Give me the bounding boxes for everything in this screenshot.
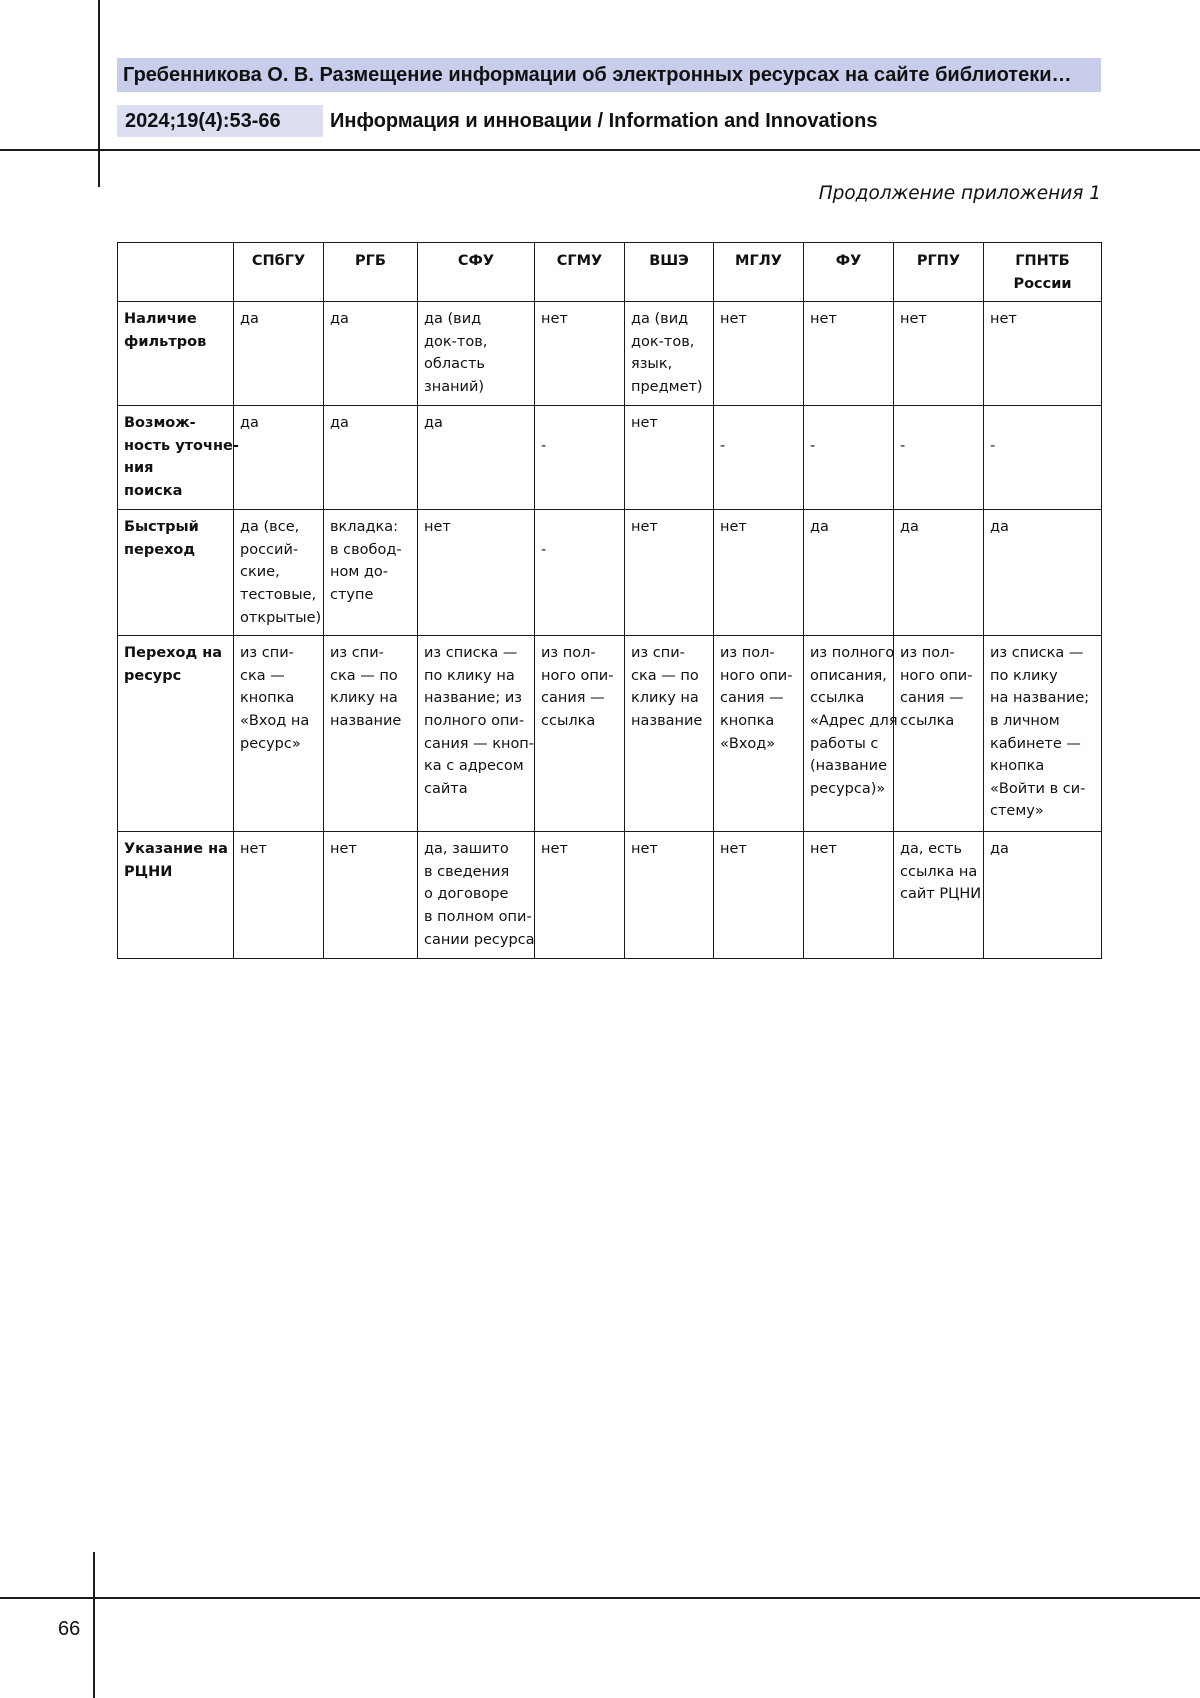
table-row: [118, 510, 1102, 636]
row-header: Указание на РЦНИ: [118, 832, 234, 959]
table-cell: нет: [714, 832, 804, 959]
table-cell: да (вид док-тов, язык, предмет): [625, 302, 714, 406]
column-header: РГПУ: [894, 243, 984, 302]
table-cell: из списка — по клику на название; в личном кабинете — кнопка «Войти в си- стему»: [984, 636, 1102, 832]
table-cell: да: [804, 510, 894, 636]
column-header: МГЛУ: [714, 243, 804, 302]
table-cell: да: [984, 832, 1102, 959]
column-header: СПбГУ: [234, 243, 324, 302]
bottom-left-vertical-rule: [93, 1552, 95, 1698]
table-cell: да, есть ссылка на сайт РЦНИ: [894, 832, 984, 959]
table-body: [118, 302, 1102, 959]
table-cell: нет: [625, 832, 714, 959]
row-header: Переход на ресурс: [118, 636, 234, 832]
table-cell: нет: [804, 832, 894, 959]
table-cell: -: [535, 510, 625, 636]
table-cell: нет: [984, 302, 1102, 406]
table-cell: вкладка: в свобод- ном до- ступе: [324, 510, 418, 636]
table-cell: из спи- ска — по клику на название: [625, 636, 714, 832]
page-number: 66: [58, 1618, 81, 1640]
table-cell: нет: [418, 510, 535, 636]
table-cell: да, зашито в сведения о договоре в полном опи- сании ресурса: [418, 832, 535, 959]
table-cell: -: [894, 406, 984, 510]
table-cell: из спи- ска — по клику на название: [324, 636, 418, 832]
table-cell: -: [714, 406, 804, 510]
table-row: [118, 832, 1102, 959]
row-header: Быстрый переход: [118, 510, 234, 636]
table-row: [118, 406, 1102, 510]
footer-top-rule: [0, 1597, 1200, 1599]
comparison-table: [117, 242, 1102, 959]
issue-citation: 2024;19(4):53-66: [117, 105, 323, 137]
table-cell: нет: [625, 406, 714, 510]
table-cell: из полного описания, ссылка «Адрес для работы с (название ресурса)»: [804, 636, 894, 832]
header-bottom-rule: [0, 149, 1200, 151]
table-cell: нет: [625, 510, 714, 636]
table-cell: нет: [535, 302, 625, 406]
row-header: Наличие фильтров: [118, 302, 234, 406]
table-cell: из пол- ного опи- сания — ссылка: [894, 636, 984, 832]
table-row: [118, 636, 1102, 832]
table-cell: нет: [894, 302, 984, 406]
column-header-corner: [118, 243, 234, 302]
column-header: СФУ: [418, 243, 535, 302]
table-cell: нет: [324, 832, 418, 959]
table-cell: да (все, россий- ские, тестовые, открытые): [234, 510, 324, 636]
table-cell: из спи- ска — кнопка «Вход на ресурс»: [234, 636, 324, 832]
table-cell: -: [535, 406, 625, 510]
table-cell: -: [984, 406, 1102, 510]
column-header: РГБ: [324, 243, 418, 302]
column-header: СГМУ: [535, 243, 625, 302]
table-cell: да: [234, 406, 324, 510]
table-caption: Продолжение приложения 1: [818, 183, 1101, 204]
column-header: ФУ: [804, 243, 894, 302]
journal-name: Информация и инновации / Information and Innovations: [330, 110, 878, 132]
table-cell: из списка — по клику на название; из полного опи- сания — кноп- ка с адресом сайта: [418, 636, 535, 832]
running-title: Гребенникова О. В. Размещение информации об электронных ресурсах на сайте библиотеки…: [117, 58, 1101, 92]
table-cell: нет: [714, 510, 804, 636]
table-cell: нет: [234, 832, 324, 959]
table-header-row: [118, 243, 1102, 302]
top-left-vertical-rule: [98, 0, 100, 187]
table-cell: да: [418, 406, 535, 510]
column-header: ВШЭ: [625, 243, 714, 302]
table-cell: нет: [535, 832, 625, 959]
table-cell: -: [804, 406, 894, 510]
column-header: ГПНТБ России: [984, 243, 1102, 302]
table-cell: из пол- ного опи- сания — ссылка: [535, 636, 625, 832]
table-cell: да: [984, 510, 1102, 636]
table-cell: да (вид док-тов, область знаний): [418, 302, 535, 406]
table-cell: да: [324, 406, 418, 510]
row-header: Возмож- ность уточне- ния поиска: [118, 406, 234, 510]
table-cell: да: [324, 302, 418, 406]
table-row: [118, 302, 1102, 406]
table-cell: нет: [804, 302, 894, 406]
table-cell: да: [894, 510, 984, 636]
table-cell: нет: [714, 302, 804, 406]
table-cell: из пол- ного опи- сания — кнопка «Вход»: [714, 636, 804, 832]
table-cell: да: [234, 302, 324, 406]
